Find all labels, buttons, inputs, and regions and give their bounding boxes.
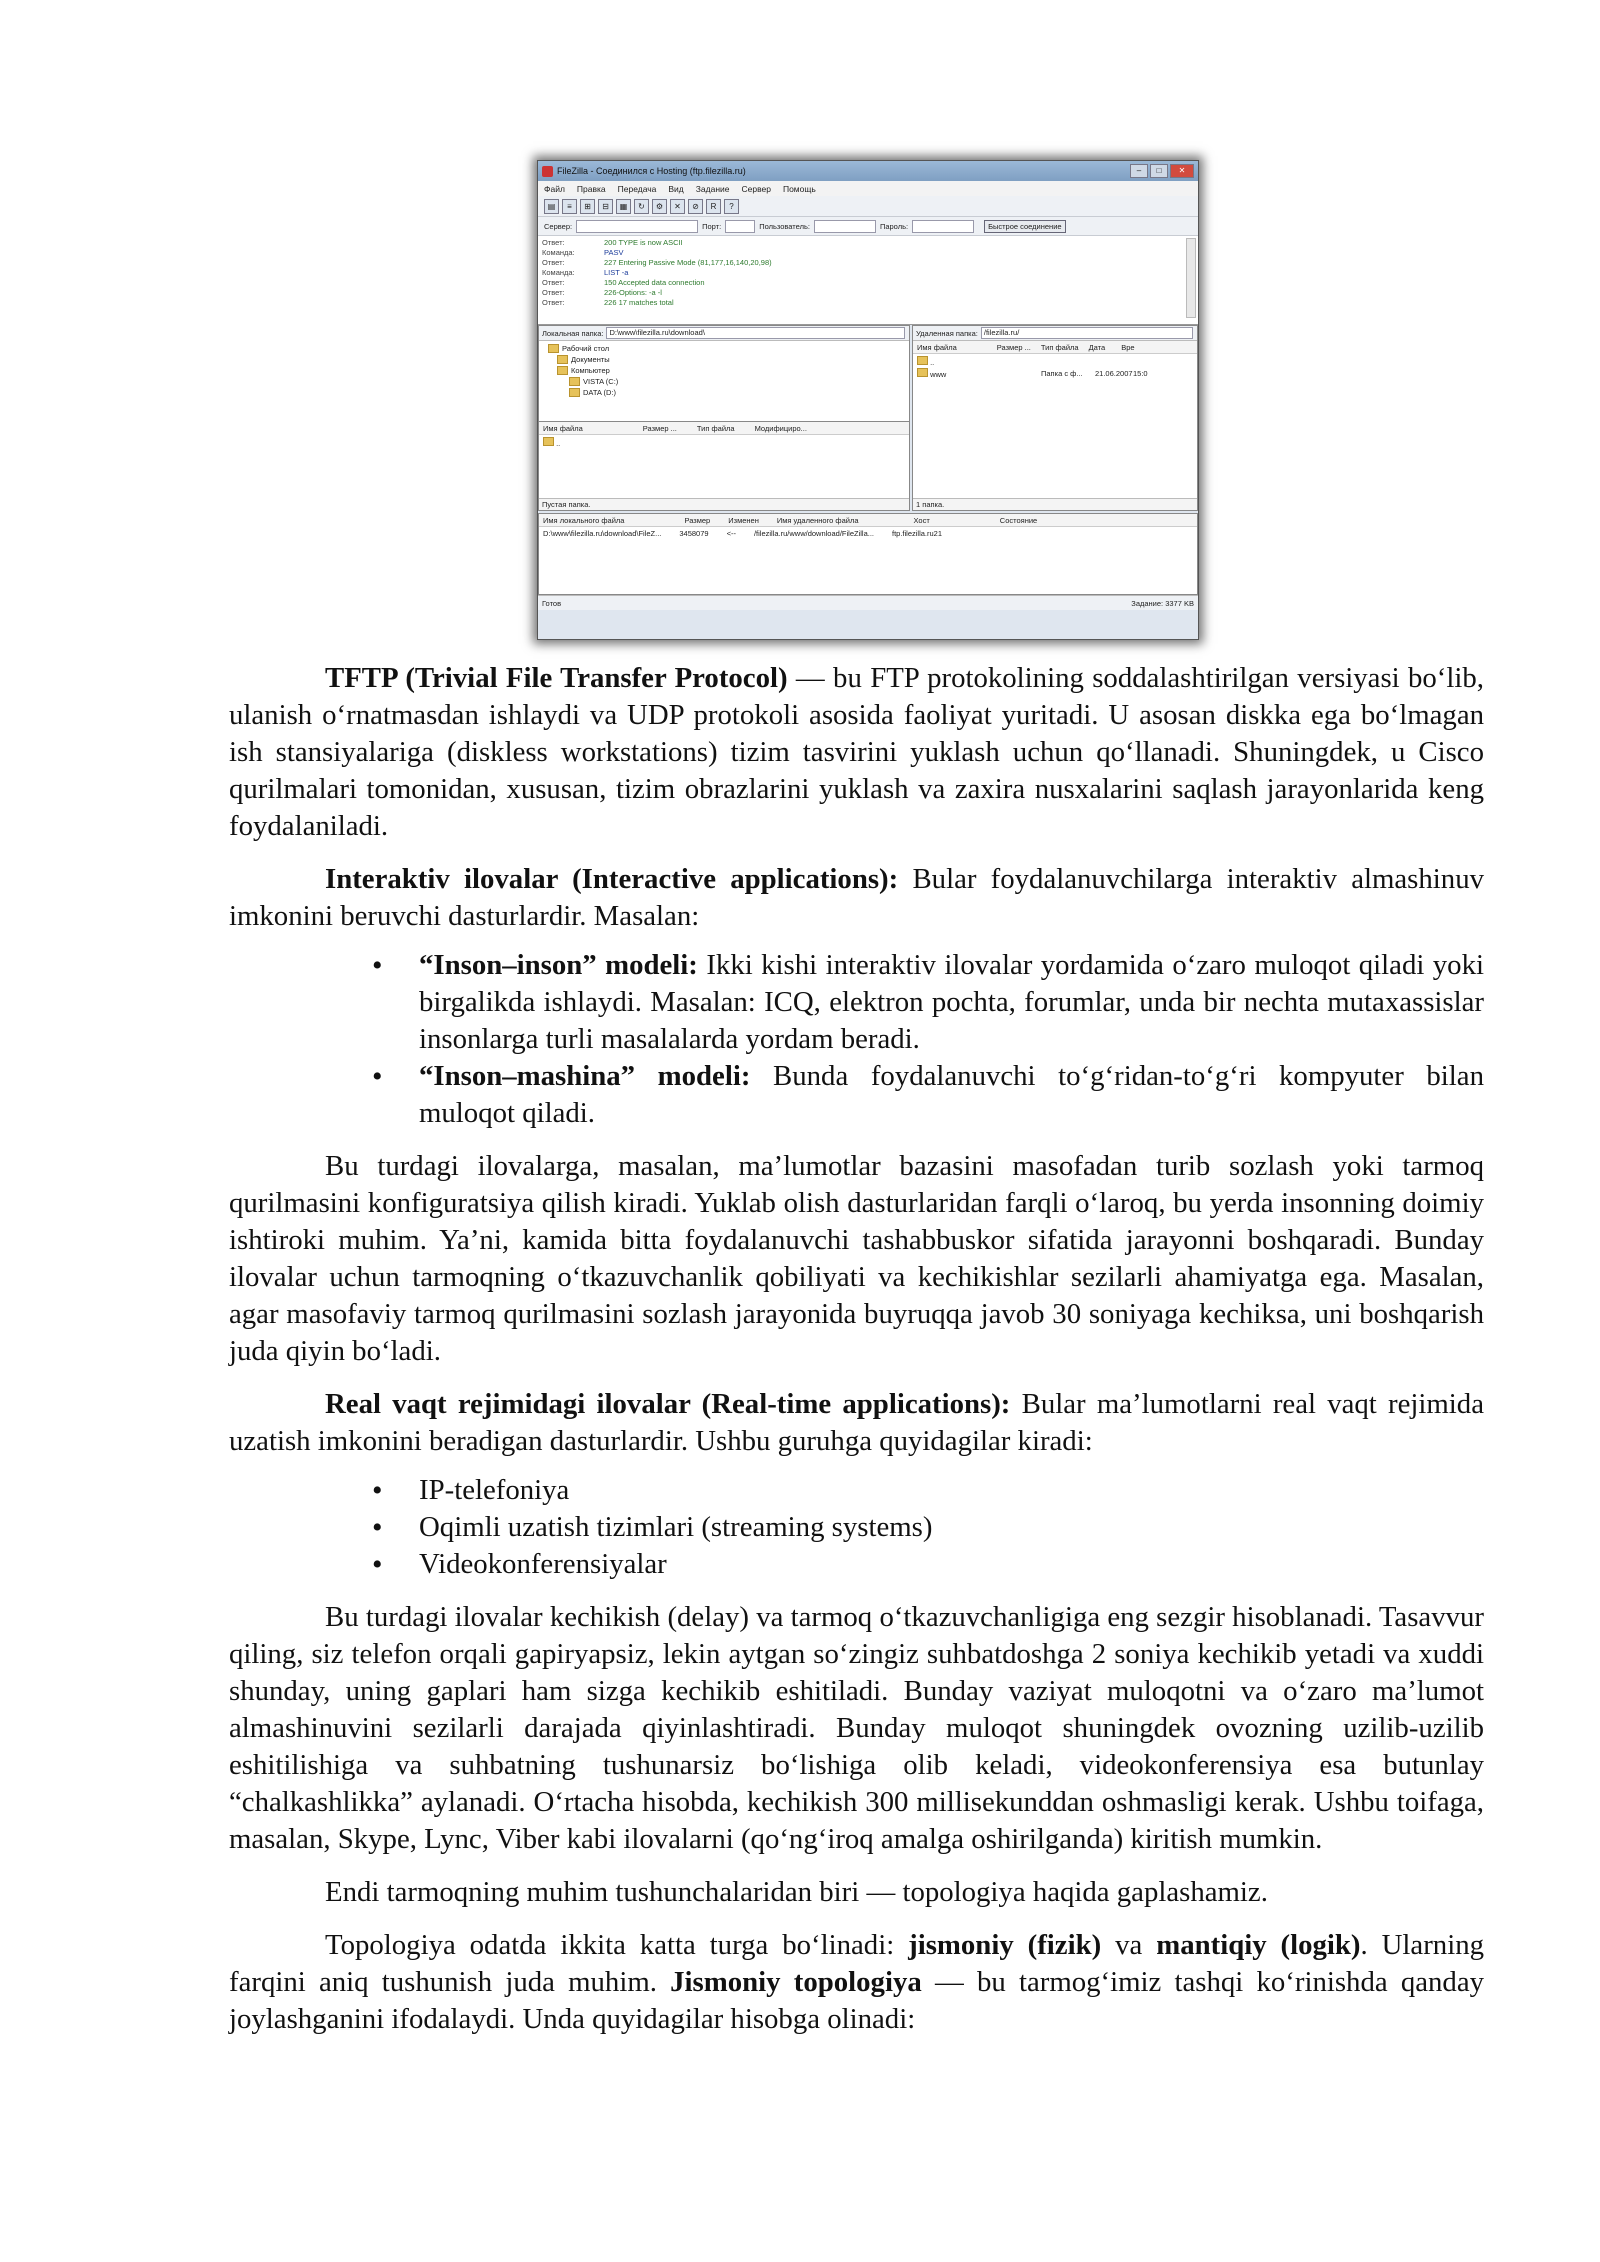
fz-message-log <box>538 236 1198 325</box>
list-item: .. <box>543 437 905 449</box>
drive-icon <box>569 377 580 386</box>
password-field <box>912 220 974 233</box>
tree-node: Рабочий стол <box>545 343 903 354</box>
realtime-list <box>229 1472 1484 1583</box>
paragraph-text: — bu FTP protokolining soddalashtirilgan versiyasi bo‘lib, ulanish o‘rnatmasdan ishlaydi va UDP protokoli asosida faoliyat yuritadi. U asosan diskka ega bo‘lmagan ish stansiyalariga (diskless workstations) tizim tasvirini yuklash uchun qo‘llanadi. Shuningdek, u Cisco qurilmalari tomonidan, xususan, tizim obrazlarini yuklash va zaxira nusxalarini saqlash jarayonlarida keng foydalaniladi. <box>229 662 1484 842</box>
list-item: • Videokonferensiyalar <box>419 1546 1484 1583</box>
toggle-remote-tree-icon: ⊟ <box>598 199 613 214</box>
user-field <box>814 220 876 233</box>
filezilla-app-icon <box>542 166 553 177</box>
list-item-term: “Inson–mashina” modeli: <box>419 1060 751 1092</box>
fz-menu-edit: Правка <box>576 183 606 194</box>
drive-icon <box>569 388 580 397</box>
fz-panes <box>538 325 1198 511</box>
fz-toolbar <box>538 196 1198 217</box>
interactive-models-list <box>229 947 1484 1132</box>
fz-statusbar <box>538 595 1198 610</box>
maximize-icon: □ <box>1150 164 1168 178</box>
host-field <box>576 220 698 233</box>
disconnect-icon: ⊘ <box>688 199 703 214</box>
remote-file-list <box>913 354 1197 382</box>
list-item-term: “Inson–inson” modeli: <box>419 949 698 981</box>
list-item: .. <box>917 356 1193 368</box>
folder-icon <box>917 356 928 365</box>
log-row: Ответ: 227 Entering Passive Mode (81,177,16,140,20,98) <box>542 258 772 267</box>
filter-icon: ? <box>724 199 739 214</box>
local-path-field: D:\www\filezilla.ru\download\ <box>606 327 905 339</box>
process-queue-icon: ⚙ <box>652 199 667 214</box>
local-tree <box>539 341 909 422</box>
site-manager-icon: ▤ <box>544 199 559 214</box>
folder-icon <box>917 368 928 377</box>
remote-status: 1 папка. <box>913 498 1197 510</box>
local-status: Пустая папка. <box>539 498 909 510</box>
remote-path-bar <box>913 326 1197 341</box>
paragraph-text: va <box>1101 1929 1157 1961</box>
log-scrollbar <box>1186 238 1196 318</box>
fz-titlebar <box>538 161 1198 181</box>
paragraph-topology-intro: Endi tarmoqning muhim tushunchalaridan biri — topologiya haqida gaplashamiz. <box>325 1876 1268 1908</box>
paragraph-interactive-details: Bu turdagi ilovalarga, masalan, ma’lumotlar bazasini masofadan turib sozlash yoki tarmoq qurilmasini konfiguratsiya qilish kiradi. Yuklab olish dasturlaridan farqli o‘laroq, bu yerda insonning doimiy ishtiroki muhim. Ya’ni, kamida bitta foydalanuvchi tashabbuskor sifatida jarayonni boshqaradi. Bunday ilovalar uchun tarmoqning o‘tkazuvchanlik qobiliyati va kechikishlar sezilarli ahamiyatga ega. Masalan, agar masofaviy tarmoq qurilmasini sozlash jarayonida buyruqqa javob 30 soniyaga kechiksa, uni boshqarish juda qiyin bo‘ladi. <box>229 1150 1484 1367</box>
term-physical-topology: Jismoniy topologiya <box>670 1966 922 1998</box>
fz-menu-view: Вид <box>668 183 684 194</box>
cancel-icon: ✕ <box>670 199 685 214</box>
term-tftp: TFTP (Trivial File Transfer Protocol) <box>325 662 788 694</box>
fz-menu-transfer: Передача <box>617 183 657 194</box>
list-item: • Oqimli uzatish tizimlari (streaming systems) <box>419 1509 1484 1546</box>
fz-window-buttons <box>1130 164 1194 178</box>
log-row: Ответ: 226-Options: -a -l <box>542 288 662 297</box>
fz-window-title: FileZilla - Соединился с Hosting (ftp.filezilla.ru) <box>557 166 746 176</box>
paragraph-text: — bu tarmog‘imiz tashqi ko‘rinishda qanday joylashganini ifodalaydi. Unda quyidagilar hisobga olinadi: <box>229 1966 1484 2035</box>
queue-header: Имя локального файла Размер Изменен Имя удаленного файла Хост Состояние <box>539 514 1197 527</box>
paragraph-topology <box>229 1927 1484 2038</box>
paragraph-tftp <box>229 660 1484 845</box>
body-text <box>229 660 1484 2054</box>
fz-menu-queue: Задание <box>695 183 730 194</box>
fz-menu-help: Помощь <box>782 183 816 194</box>
log-row: Ответ: 226 17 matches total <box>542 298 674 307</box>
paragraph-text: Topologiya odatda ikkita katta turga bo‘linadi: <box>325 1929 909 1961</box>
folder-icon <box>557 355 568 364</box>
paragraph-text: . Ularning farqini aniq tushunish juda muhim. <box>229 1929 1484 1998</box>
refresh-icon: ↻ <box>634 199 649 214</box>
term-physical: jismoniy (fizik) <box>908 1929 1102 1961</box>
toggle-tree-icon: ⊞ <box>580 199 595 214</box>
tree-node: Компьютер <box>545 365 903 376</box>
quickconnect-button: Быстрое соединение <box>984 220 1066 233</box>
list-item-text: Ikki kishi interaktiv ilovalar yordamida o‘zaro muloqot qiladi yoki birgalikda ishlaydi. Masalan: ICQ, elektron pochta, forumlar, unda bir nechta mutaxassislar insonlarga turli masalalarda yordam beradi. <box>419 949 1484 1055</box>
close-icon: ✕ <box>1170 164 1194 178</box>
fz-menubar <box>538 181 1198 196</box>
reconnect-icon: R <box>706 199 721 214</box>
remote-path-label: Удаленная папка: <box>916 328 978 338</box>
list-item <box>419 947 1484 1058</box>
remote-list-header: Имя файла Размер ... Тип файла Дата Вре <box>913 341 1197 354</box>
remote-path-field: /filezilla.ru/ <box>981 327 1193 339</box>
log-row: Ответ: 200 TYPE is now ASCII <box>542 238 683 247</box>
transfer-queue <box>538 513 1198 595</box>
toggle-queue-icon: ▦ <box>616 199 631 214</box>
paragraph-interactive <box>229 861 1484 935</box>
list-item: • IP-telefoniya <box>419 1472 1484 1509</box>
paragraph-delay: Bu turdagi ilovalar kechikish (delay) va tarmoq o‘tkazuvchanligiga eng sezgir hisoblanadi. Tasavvur qiling, siz telefon orqali gapiryapsiz, lekin aytgan so‘zingiz suhbatdoshga 2 soniya kechikib yetadi va xuddi shunday, uning gaplari ham sizga kechikib eshitiladi. Bunday vaziyat muloqotni va o‘zaro ma’lumot almashinuvini sezilarli darajada qiyinlashtiradi. Bunday muloqot shuningdek ovozning uzilib-uzilib eshitilishiga va suhbatning tushunarsiz bo‘lishiga olib keladi, videokonferensiya esa butunlay “chalkashlikka” aylanadi. O‘rtacha hisobda, kechikish 300 millisekunddan oshmasligi kerak. Ushbu toifaga, masalan, Skype, Lync, Viber kabi ilovalarni (qo‘ng‘iroq amalga oshirilganda) kiritish mumkin. <box>229 1601 1484 1855</box>
user-label: Пользователь: <box>759 221 810 231</box>
minimize-icon: – <box>1130 164 1148 178</box>
term-logical: mantiqiy (logik) <box>1156 1929 1361 1961</box>
port-field <box>725 220 755 233</box>
fz-status-left: Готов <box>542 598 562 608</box>
desktop-icon <box>548 344 559 353</box>
filezilla-screenshot <box>537 160 1199 640</box>
list-item-text: Bunda foydalanuvchi to‘g‘ridan-to‘g‘ri kompyuter bilan muloqot qiladi. <box>419 1060 1484 1129</box>
tree-node: VISTA (C:) <box>545 376 903 387</box>
local-path-bar <box>539 326 909 341</box>
local-list-header: Имя файла Размер ... Тип файла Модифициро... <box>539 422 909 435</box>
remote-pane <box>912 325 1198 511</box>
list-item <box>419 1058 1484 1132</box>
toggle-log-icon: ≡ <box>562 199 577 214</box>
fz-status-right: Задание: 3377 KB <box>1131 598 1194 608</box>
paragraph-text: Bular ma’lumotlarni real vaqt rejimida uzatish imkonini beradigan dasturlardir. Ushbu guruhga quyidagilar kiradi: <box>229 1388 1484 1457</box>
term-realtime: Real vaqt rejimidagi ilovalar (Real-time applications): <box>325 1388 1011 1420</box>
queue-row: D:\www\filezilla.ru\download\FileZ... 3458079 <-- /filezilla.ru/www/download/FileZilla... ftp.filezilla.ru21 <box>543 529 943 538</box>
local-path-label: Локальная папка: <box>542 328 604 338</box>
list-item: www Папка с ф... 21.06.2007 15:0 <box>917 368 1193 380</box>
pass-label: Пароль: <box>879 221 909 231</box>
fz-menu-file: Файл <box>544 183 565 194</box>
host-label: Сервер: <box>544 221 573 231</box>
port-label: Порт: <box>702 221 722 231</box>
tree-node: DATA (D:) <box>545 387 903 398</box>
fz-quickconnect-bar <box>538 217 1198 236</box>
log-row: Команда: PASV <box>542 248 624 257</box>
local-pane <box>538 325 910 511</box>
term-interactive: Interaktiv ilovalar (Interactive applications): <box>325 863 899 895</box>
computer-icon <box>557 366 568 375</box>
paragraph-text: Bular foydalanuvchilarga interaktiv almashinuv imkonini beruvchi dasturlardir. Masalan: <box>229 863 1484 932</box>
folder-icon <box>543 437 554 446</box>
log-row: Ответ: 150 Accepted data connection <box>542 278 705 287</box>
paragraph-realtime <box>229 1386 1484 1460</box>
log-row: Команда: LIST -a <box>542 268 629 277</box>
tree-node: Документы <box>545 354 903 365</box>
fz-menu-server: Сервер <box>741 183 771 194</box>
local-file-list <box>539 435 909 451</box>
